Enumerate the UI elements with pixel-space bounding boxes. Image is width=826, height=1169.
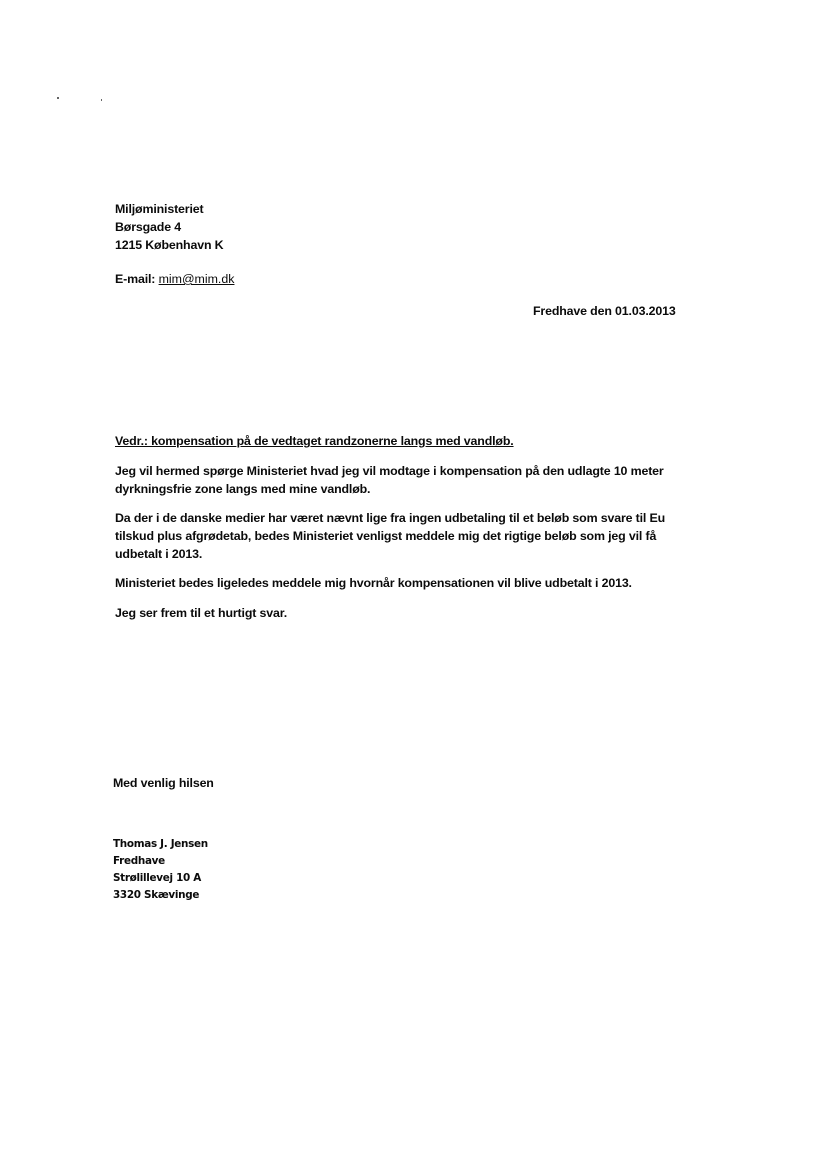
email-line [115, 272, 234, 286]
paragraph-line: dyrkningsfrie zone langs med mine vandløb. [115, 482, 371, 496]
sender-place: Fredhave [113, 855, 165, 867]
paragraph-line: Jeg ser frem til et hurtigt svar. [115, 606, 288, 620]
scan-speck [101, 99, 102, 101]
paragraph-line: udbetalt i 2013. [115, 547, 203, 561]
paragraph-2 [115, 509, 665, 563]
scan-speck [57, 97, 59, 99]
paragraph-line: Jeg vil hermed spørge Ministeriet hvad jeg vil modtage i kompensation på den udlagte 10 meter [115, 464, 664, 478]
paragraph-3 [115, 574, 632, 592]
sender-street: Strølillevej 10 A [113, 872, 202, 884]
email-link[interactable]: mim@mim.dk [158, 272, 235, 286]
paragraph-line: Ministeriet bedes ligeledes meddele mig hvornår kompensationen vil blive udbetalt i 2013. [115, 576, 632, 590]
recipient-address [115, 200, 223, 254]
recipient-city: 1215 København K [115, 238, 224, 252]
paragraph-4 [115, 604, 287, 622]
paragraph-line: Da der i de danske medier har været nævnt lige fra ingen udbetaling til et beløb som svare til Eu [115, 511, 666, 525]
recipient-name: Miljøministeriet [115, 202, 204, 216]
sender-address [113, 836, 208, 904]
email-label: E-mail: [115, 272, 156, 286]
sender-city: 3320 Skævinge [113, 889, 200, 901]
paragraph-1 [115, 462, 664, 498]
closing-greeting: Med venlig hilsen [113, 776, 214, 790]
recipient-street: Børsgade 4 [115, 220, 181, 234]
subject-line: Vedr.: kompensation på de vedtaget randzonerne langs med vandløb. [115, 434, 514, 448]
sender-name: Thomas J. Jensen [113, 838, 208, 850]
date-line: Fredhave den 01.03.2013 [533, 304, 676, 318]
paragraph-line: tilskud plus afgrødetab, bedes Ministeriet venligst meddele mig det rigtige beløb som jeg vil få [115, 529, 657, 543]
